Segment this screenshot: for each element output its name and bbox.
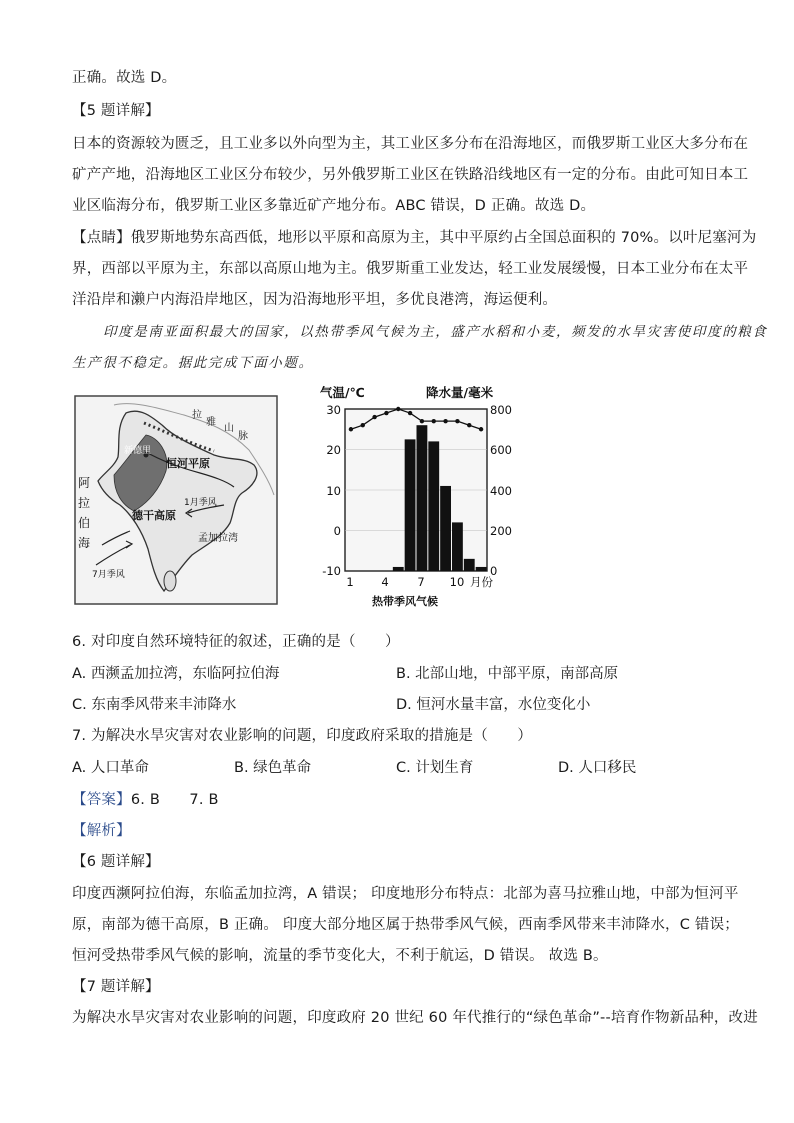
precipitation-bar bbox=[428, 441, 439, 571]
precipitation-bar bbox=[440, 486, 451, 571]
precipitation-bar bbox=[476, 567, 487, 571]
y-right-tick: 0 bbox=[490, 564, 498, 578]
precipitation-bar bbox=[405, 439, 416, 571]
temperature-point bbox=[349, 427, 353, 431]
section-heading-q7: 【7 题详解】 bbox=[72, 979, 160, 995]
x-tick: 1 bbox=[346, 575, 354, 589]
option-6a[interactable]: A. 西濒孟加拉湾，东临阿拉伯海 bbox=[72, 666, 280, 682]
y-left-tick: 10 bbox=[326, 484, 341, 498]
text-line: 为解决水旱灾害对农业影响的问题，印度政府 20 世纪 60 年代推行的“绿色革命”--培育作物新品种，改进 bbox=[72, 1010, 758, 1026]
option-6d[interactable]: D. 恒河水量丰富，水位变化小 bbox=[396, 697, 591, 713]
map-label: 拉 bbox=[192, 410, 202, 421]
temperature-point bbox=[396, 407, 400, 411]
temperature-point bbox=[467, 423, 471, 427]
map-label: 拉 bbox=[78, 496, 91, 510]
x-tick: 7 bbox=[417, 575, 425, 589]
map-label: 7月季风 bbox=[92, 570, 125, 580]
map-label: 雅 bbox=[206, 417, 216, 428]
precipitation-bar bbox=[393, 567, 404, 571]
map-label: 山 bbox=[224, 423, 234, 434]
y-right-tick: 400 bbox=[490, 484, 512, 498]
map-label: 脉 bbox=[238, 431, 248, 442]
x-tick: 4 bbox=[381, 575, 389, 589]
analysis-label: 【解析】 bbox=[72, 823, 131, 839]
temperature-point bbox=[432, 419, 436, 423]
y-left-tick: -10 bbox=[322, 564, 341, 578]
text-line: 恒河受热带季风气候的影响，流量的季节变化大，不利于航运，D 错误。 故选 B。 bbox=[72, 948, 608, 964]
temperature-point bbox=[443, 419, 447, 423]
precipitation-bar bbox=[452, 522, 463, 571]
map-label: 阿 bbox=[78, 476, 91, 490]
map-label: 恒河平原 bbox=[166, 457, 210, 470]
map-label: 新德里 bbox=[124, 446, 152, 456]
map-label: 1月季风 bbox=[184, 498, 217, 508]
temperature-point bbox=[361, 423, 365, 427]
map-label: 孟加拉湾 bbox=[198, 533, 238, 544]
temperature-point bbox=[479, 427, 483, 431]
answer-text: 6. B 7. B bbox=[130, 792, 219, 808]
india-map bbox=[74, 395, 278, 605]
chart-title-temperature: 气温/℃ bbox=[320, 385, 365, 400]
text-line: 日本的资源较为匮乏，且工业多以外向型为主，其工业区多分布在沿海地区，而俄罗斯工业区大多分布在 bbox=[72, 136, 749, 152]
section-heading-q6: 【6 题详解】 bbox=[72, 854, 160, 870]
y-right-tick: 800 bbox=[490, 403, 512, 417]
text-line: 印度西濒阿拉伯海，东临孟加拉湾，A 错误； 印度地形分布特点：北部为喜马拉雅山地，中部为恒河平 bbox=[72, 886, 739, 902]
text-line: 界，西部以平原为主，东部以高原山地为主。俄罗斯重工业发达，轻工业发展缓慢，日本工业分布在太平 bbox=[72, 261, 749, 277]
text-line: 业区临海分布，俄罗斯工业区多靠近矿产地分布。ABC 错误，D 正确。故选 D。 bbox=[72, 198, 596, 214]
x-tick: 10 bbox=[449, 575, 465, 589]
option-6c[interactable]: C. 东南季风带来丰沛降水 bbox=[72, 697, 237, 713]
question-6: 6. 对印度自然环境特征的叙述，正确的是（ ） bbox=[72, 634, 400, 650]
y-left-tick: 30 bbox=[326, 403, 341, 417]
y-right-tick: 200 bbox=[490, 524, 512, 538]
y-left-tick: 0 bbox=[333, 524, 341, 538]
material-intro: 印度是南亚面积最大的国家，以热带季风气候为主，盛产水稻和小麦，频发的水旱灾害使印度的粮食 bbox=[103, 324, 768, 340]
temperature-point bbox=[408, 411, 412, 415]
climate-chart bbox=[308, 383, 518, 611]
material-intro: 生产很不稳定。据此完成下面小题。 bbox=[72, 355, 314, 371]
y-left-tick: 20 bbox=[326, 443, 341, 457]
text-line: 正确。故选 D。 bbox=[72, 70, 177, 86]
text-line: 矿产产地，沿海地区工业区分布较少，另外俄罗斯工业区在铁路沿线地区有一定的分布。由此可知日本工 bbox=[72, 167, 749, 183]
temperature-point bbox=[455, 419, 459, 423]
chart-title-precipitation: 降水量/毫米 bbox=[426, 385, 494, 400]
chart-caption: 热带季风气候 bbox=[372, 595, 438, 608]
temperature-point bbox=[420, 419, 424, 423]
map-label: 德干高原 bbox=[132, 509, 176, 522]
map-label: 伯 bbox=[78, 516, 91, 530]
temperature-point bbox=[372, 415, 376, 419]
option-7a[interactable]: A. 人口革命 bbox=[72, 760, 149, 776]
answer-line bbox=[72, 788, 219, 809]
temperature-point bbox=[384, 411, 388, 415]
tip-paragraph: 【点睛】俄罗斯地势东高西低，地形以平原和高原为主，其中平原约占全国总面积的 70%。以叶尼塞河为 bbox=[72, 230, 757, 246]
precipitation-bar bbox=[464, 559, 475, 571]
x-axis-unit: 月份 bbox=[470, 575, 493, 589]
map-label: 海 bbox=[78, 536, 91, 550]
text-line: 原，南部为德干高原，B 正确。 印度大部分地区属于热带季风气候，西南季风带来丰沛降水，C 错误； bbox=[72, 917, 739, 933]
section-heading-q5: 【5 题详解】 bbox=[72, 103, 160, 119]
question-7: 7. 为解决水旱灾害对农业影响的问题，印度政府采取的措施是（ ） bbox=[72, 728, 533, 744]
text-line: 洋沿岸和濑户内海沿岸地区，因为沿海地形平坦，多优良港湾，海运便利。 bbox=[72, 292, 558, 308]
option-7b[interactable]: B. 绿色革命 bbox=[234, 760, 312, 776]
precipitation-bar bbox=[417, 425, 428, 571]
option-6b[interactable]: B. 北部山地，中部平原，南部高原 bbox=[396, 666, 619, 682]
option-7c[interactable]: C. 计划生育 bbox=[396, 760, 474, 776]
answer-label: 【答案】 bbox=[72, 792, 131, 808]
option-7d[interactable]: D. 人口移民 bbox=[558, 760, 637, 776]
y-right-tick: 600 bbox=[490, 443, 512, 457]
